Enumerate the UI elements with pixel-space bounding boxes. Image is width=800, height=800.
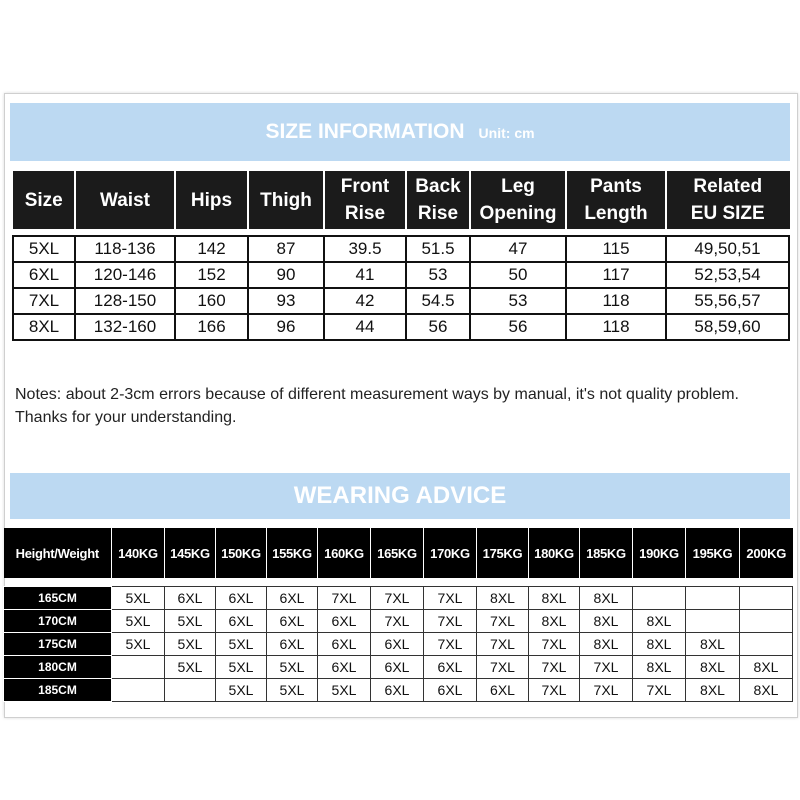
size-cell: 41: [324, 262, 406, 288]
size-cell: 8XL: [13, 314, 75, 340]
size-cell: 6XL: [13, 262, 75, 288]
advice-size-cell: 7XL: [424, 610, 477, 633]
height-label: 180CM: [4, 656, 112, 679]
size-cell: 54.5: [406, 288, 470, 314]
advice-size-cell: 7XL: [477, 633, 529, 656]
advice-size-cell: 6XL: [216, 587, 267, 610]
advice-size-cell: 8XL: [686, 679, 740, 702]
advice-size-cell: [633, 587, 686, 610]
advice-row: [4, 679, 793, 702]
size-row: [13, 236, 789, 262]
size-cell: 55,56,57: [666, 288, 789, 314]
advice-size-cell: 8XL: [740, 656, 793, 679]
advice-size-cell: [740, 633, 793, 656]
weight-header: 145KG: [165, 528, 216, 578]
size-col-header-text: EU SIZE: [690, 203, 765, 224]
advice-size-cell: [112, 679, 165, 702]
size-cell: 128-150: [75, 288, 175, 314]
size-col-header: [175, 172, 248, 229]
weight-header: 150KG: [216, 528, 267, 578]
size-col-header: [75, 172, 175, 229]
advice-size-cell: 6XL: [216, 610, 267, 633]
size-cell: 39.5: [324, 236, 406, 262]
size-cell: 115: [566, 236, 666, 262]
advice-size-cell: 6XL: [477, 679, 529, 702]
size-cell: 90: [248, 262, 324, 288]
size-cell: 53: [470, 288, 566, 314]
advice-size-cell: [686, 587, 740, 610]
size-cell: 142: [175, 236, 248, 262]
size-cell: 53: [406, 262, 470, 288]
advice-row: [4, 656, 793, 679]
size-cell: 58,59,60: [666, 314, 789, 340]
size-col-header-text: Hips: [190, 189, 233, 211]
advice-size-cell: 7XL: [318, 587, 371, 610]
advice-size-cell: 8XL: [580, 610, 633, 633]
size-col-header: [406, 172, 470, 229]
size-col-header-text: Length: [584, 203, 648, 224]
advice-size-cell: 6XL: [371, 679, 424, 702]
weight-header: 190KG: [633, 528, 686, 578]
advice-size-cell: 8XL: [686, 656, 740, 679]
advice-size-cell: [740, 587, 793, 610]
weight-header: 170KG: [424, 528, 477, 578]
size-cell: 50: [470, 262, 566, 288]
advice-size-cell: 5XL: [112, 610, 165, 633]
advice-size-cell: 8XL: [529, 587, 580, 610]
size-col-header-text: Opening: [479, 203, 557, 224]
size-col-header: [13, 172, 75, 229]
height-label: 170CM: [4, 610, 112, 633]
size-cell: 118-136: [75, 236, 175, 262]
height-label: 165CM: [4, 587, 112, 610]
advice-size-cell: 5XL: [216, 679, 267, 702]
advice-size-cell: 7XL: [424, 633, 477, 656]
wearing-advice-header: [4, 528, 793, 578]
size-table-header: [13, 172, 789, 229]
size-cell: 96: [248, 314, 324, 340]
advice-size-cell: 6XL: [424, 656, 477, 679]
notes-line-2: Thanks for your understanding.: [15, 409, 237, 426]
size-cell: 42: [324, 288, 406, 314]
advice-size-cell: 8XL: [529, 610, 580, 633]
advice-size-cell: [740, 610, 793, 633]
size-cell: 117: [566, 262, 666, 288]
advice-size-cell: 5XL: [165, 633, 216, 656]
advice-size-cell: 5XL: [216, 633, 267, 656]
size-cell: 118: [566, 314, 666, 340]
size-col-header: [248, 172, 324, 229]
size-col-header-text: Back: [415, 176, 461, 197]
notes: [15, 383, 787, 429]
size-row: [13, 262, 789, 288]
size-cell: 5XL: [13, 236, 75, 262]
advice-size-cell: 8XL: [633, 633, 686, 656]
weight-header: 160KG: [318, 528, 371, 578]
advice-size-cell: 8XL: [580, 633, 633, 656]
size-col-header-text: Front: [340, 176, 390, 197]
advice-size-cell: 5XL: [267, 656, 318, 679]
size-cell: 7XL: [13, 288, 75, 314]
advice-size-cell: 7XL: [477, 656, 529, 679]
weight-header: 200KG: [740, 528, 793, 578]
weight-header: 155KG: [267, 528, 318, 578]
advice-size-cell: 6XL: [267, 610, 318, 633]
wearing-advice-table: [3, 528, 793, 702]
weight-header: 165KG: [371, 528, 424, 578]
size-col-header-text: Waist: [100, 189, 150, 211]
advice-size-cell: 6XL: [318, 610, 371, 633]
advice-size-cell: 7XL: [371, 610, 424, 633]
advice-size-cell: 8XL: [686, 633, 740, 656]
advice-size-cell: 7XL: [529, 679, 580, 702]
size-col-header: [666, 172, 789, 229]
advice-size-cell: 6XL: [318, 633, 371, 656]
weight-header: 185KG: [580, 528, 633, 578]
advice-size-cell: 6XL: [267, 587, 318, 610]
size-cell: 160: [175, 288, 248, 314]
size-cell: 56: [470, 314, 566, 340]
weight-header: 175KG: [477, 528, 529, 578]
advice-size-cell: 6XL: [318, 656, 371, 679]
advice-size-cell: 5XL: [267, 679, 318, 702]
advice-size-cell: 8XL: [580, 587, 633, 610]
advice-size-cell: 8XL: [740, 679, 793, 702]
size-cell: 52,53,54: [666, 262, 789, 288]
size-col-header-text: Leg: [501, 176, 535, 197]
size-col-header-text: Rise: [417, 203, 459, 224]
size-col-header-text: Rise: [344, 203, 386, 224]
advice-size-cell: 5XL: [112, 587, 165, 610]
size-cell: 44: [324, 314, 406, 340]
advice-size-cell: 6XL: [371, 656, 424, 679]
weight-header: 140KG: [112, 528, 165, 578]
weight-header: 195KG: [686, 528, 740, 578]
advice-size-cell: 7XL: [477, 610, 529, 633]
advice-size-cell: 7XL: [633, 679, 686, 702]
size-col-header: [324, 172, 406, 229]
size-information-title: SIZE INFORMATION: [265, 120, 465, 143]
wearing-advice-title: WEARING ADVICE: [293, 482, 507, 509]
advice-row: [4, 633, 793, 656]
size-information-banner: [10, 103, 790, 161]
advice-size-cell: 7XL: [529, 656, 580, 679]
height-weight-header: Height/Weight: [4, 528, 112, 578]
size-cell: 152: [175, 262, 248, 288]
size-cell: 120-146: [75, 262, 175, 288]
advice-size-cell: [686, 610, 740, 633]
size-cell: 51.5: [406, 236, 470, 262]
size-cell: 132-160: [75, 314, 175, 340]
advice-row: [4, 587, 793, 610]
size-cell: 118: [566, 288, 666, 314]
size-col-header-text: Pants: [590, 176, 642, 197]
advice-size-cell: 5XL: [112, 633, 165, 656]
advice-size-cell: 7XL: [580, 679, 633, 702]
advice-size-cell: 6XL: [267, 633, 318, 656]
size-col-header-text: Thigh: [260, 189, 312, 211]
size-cell: 93: [248, 288, 324, 314]
advice-size-cell: 6XL: [165, 587, 216, 610]
size-cell: 87: [248, 236, 324, 262]
unit-label: Unit: cm: [478, 125, 535, 141]
advice-size-cell: 5XL: [318, 679, 371, 702]
advice-size-cell: 7XL: [580, 656, 633, 679]
advice-size-cell: 6XL: [371, 633, 424, 656]
advice-size-cell: 6XL: [424, 679, 477, 702]
size-col-header-text: Related: [693, 176, 763, 197]
size-cell: 49,50,51: [666, 236, 789, 262]
notes-line-1: Notes: about 2-3cm errors because of different measurement ways by manual, it's not quality problem.: [15, 386, 739, 403]
advice-size-cell: 7XL: [529, 633, 580, 656]
size-cell: 56: [406, 314, 470, 340]
size-cell: 166: [175, 314, 248, 340]
height-label: 185CM: [4, 679, 112, 702]
advice-size-cell: 7XL: [371, 587, 424, 610]
advice-size-cell: 5XL: [216, 656, 267, 679]
advice-size-cell: [165, 679, 216, 702]
size-table: [12, 171, 790, 341]
advice-size-cell: 8XL: [477, 587, 529, 610]
advice-size-cell: 8XL: [633, 656, 686, 679]
size-row: [13, 288, 789, 314]
advice-row: [4, 610, 793, 633]
size-col-header: [470, 172, 566, 229]
size-cell: 47: [470, 236, 566, 262]
advice-size-cell: [112, 656, 165, 679]
advice-size-cell: 7XL: [424, 587, 477, 610]
size-col-header-text: Size: [24, 189, 63, 211]
advice-size-cell: 8XL: [633, 610, 686, 633]
advice-size-cell: 5XL: [165, 656, 216, 679]
weight-header: 180KG: [529, 528, 580, 578]
size-row: [13, 314, 789, 340]
height-label: 175CM: [4, 633, 112, 656]
wearing-advice-banner: [10, 473, 790, 519]
size-col-header: [566, 172, 666, 229]
advice-size-cell: 5XL: [165, 610, 216, 633]
